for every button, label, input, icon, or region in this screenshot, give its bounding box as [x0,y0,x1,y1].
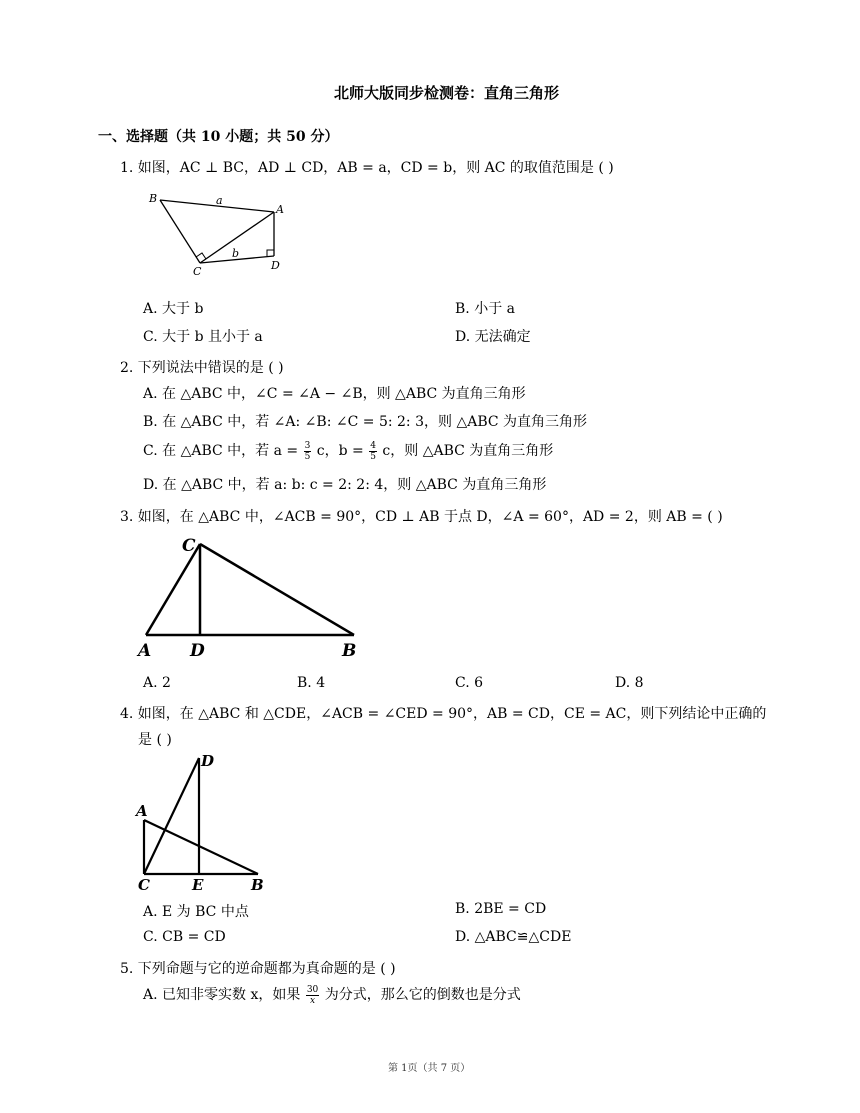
fraction-3-5: $\frac{3}{5}$ [304,440,311,462]
question-1-figure [140,186,300,278]
right-angle-d [267,250,274,256]
label-b: B [342,641,357,661]
q1-option-b: B. 小于 a [455,301,515,317]
question-4-stem-line2: 是 ( ) [138,732,172,748]
q3-option-b: B. 4 [297,675,326,691]
fraction-4-5: $\frac{4}{5}$ [370,440,376,462]
question-2-stem: 2. 下列说法中错误的是 ( ) [120,360,284,376]
label-d: D [271,259,280,272]
label-b: B [251,876,264,892]
q5-option-a: A. 已知非零实数 x，如果 $\frac{30}{x}$ 为分式，那么它的倒数也是分式 [143,984,521,1006]
page-footer: 第 1页（共 7 页） [388,1063,471,1074]
q2-option-b: B. 在 △ABC 中，若 ∠A: ∠B: ∠C = 5: 2: 3，则 △ABC 为直角三角形 [143,414,588,430]
q4-option-c: C. CB = CD [143,929,226,945]
q2-option-c: C. 在 △ABC 中，若 a = $\frac{3}{5}$ c，b = $\frac{4}{5}$ c，则 △ABC 为直角三角形 [143,440,554,462]
label-c: C [138,876,150,892]
label-a: A [138,641,152,661]
segment-cb [160,200,200,263]
label-a: A [276,203,284,216]
label-c: C [193,265,202,278]
q1-option-c: C. 大于 b 且小于 a [143,329,263,345]
section-header: 一、选择题（共 10 小题；共 50 分） [98,129,339,145]
question-3-stem: 3. 如图，在 △ABC 中，∠ACB = 90°，CD ⊥ AB 于点 D，∠A = 60°，AD = 2，则 AB = ( ) [120,509,723,525]
label-d: D [201,752,215,770]
q4-option-a: A. E 为 BC 中点 [143,904,249,920]
segment-ab [144,820,258,874]
label-d: D [190,641,205,661]
q4-option-b: B. 2BE = CD [455,901,547,917]
q3-option-a: A. 2 [143,675,171,691]
question-1-stem: 1. 如图，AC ⊥ BC，AD ⊥ CD，AB = a，CD = b，则 AC 的取值范围是 ( ) [120,160,614,176]
label-a: A [136,802,148,820]
q3-option-d: D. 8 [615,675,644,691]
q4-option-d: D. △ABC≌△CDE [455,929,572,945]
q2-option-a: A. 在 △ABC 中，∠C = ∠A − ∠B，则 △ABC 为直角三角形 [143,386,526,402]
page-title: 北师大版同步检测卷：直角三角形 [334,84,560,102]
label-b: B [149,192,158,205]
question-4-stem-line1: 4. 如图，在 △ABC 和 △CDE，∠ACB = ∠CED = 90°，AB = CD，CE = AC，则下列结论中正确的 [120,706,767,722]
label-side-a: a [216,194,223,207]
q2-option-d: D. 在 △ABC 中，若 a: b: c = 2: 2: 4，则 △ABC 为直角三角形 [143,477,547,493]
segment-cd [144,758,199,874]
label-e: E [192,876,204,892]
label-side-b: b [232,247,240,260]
segment-cb [200,544,354,635]
question-3-figure [136,532,368,662]
segment-ac [146,544,200,635]
q3-option-c: C. 6 [455,675,484,691]
fraction-30-x: $\frac{30}{x}$ [306,984,319,1006]
question-4-figure [132,750,272,892]
question-5-stem: 5. 下列命题与它的逆命题都为真命题的是 ( ) [120,961,396,977]
label-c: C [182,536,196,556]
q1-option-a: A. 大于 b [143,301,204,317]
q1-option-d: D. 无法确定 [455,329,531,345]
